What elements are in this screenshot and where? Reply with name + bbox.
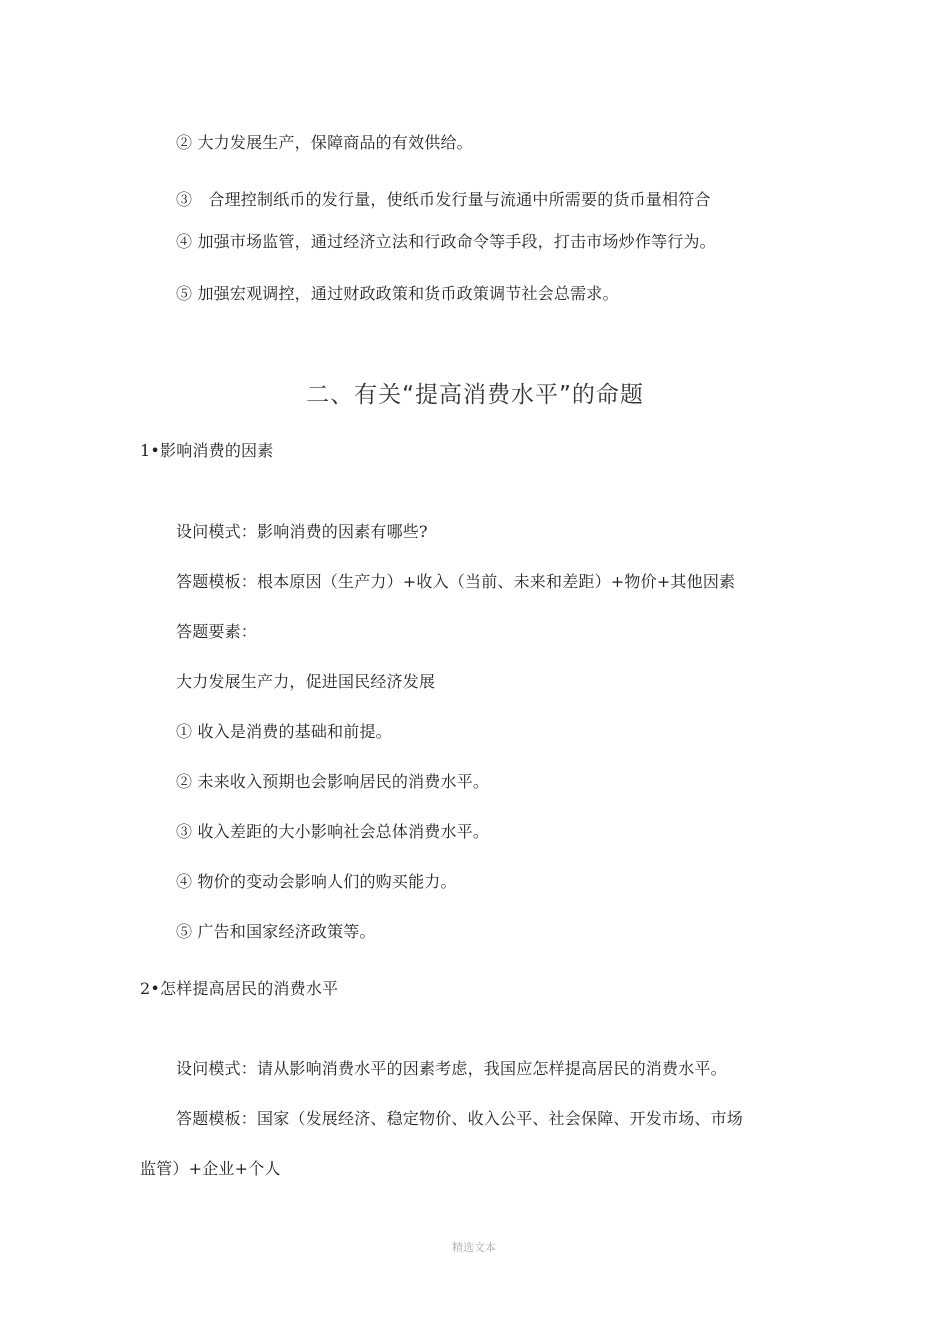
answer-template-continued: 监管）+企业+个人 xyxy=(140,1159,281,1178)
list-item: ③ 合理控制纸币的发行量，使纸币发行量与流通中所需要的货币量相符合 xyxy=(176,190,711,209)
question-mode: 设问模式：请从影响消费水平的因素考虑，我国应怎样提高居民的消费水平。 xyxy=(176,1059,727,1078)
list-item: ⑤ 加强宏观调控，通过财政政策和货币政策调节社会总需求。 xyxy=(176,284,619,303)
section-title: 二、有关“提高消费水平”的命题 xyxy=(306,382,644,408)
page-footer: 精选文本 xyxy=(452,1241,496,1254)
list-item: ④ 物价的变动会影响人们的购买能力。 xyxy=(176,872,457,891)
list-item: ② 大力发展生产，保障商品的有效供给。 xyxy=(176,133,473,152)
list-item: ② 未来收入预期也会影响居民的消费水平。 xyxy=(176,772,490,791)
subsection-title: 1•影响消费的因素 xyxy=(140,441,274,460)
question-mode: 设问模式：影响消费的因素有哪些? xyxy=(176,522,428,541)
answer-elements-label: 答题要素： xyxy=(176,622,258,641)
subsection-title: 2•怎样提高居民的消费水平 xyxy=(140,979,339,998)
list-item: ④ 加强市场监管，通过经济立法和行政命令等手段，打击市场炒作等行为。 xyxy=(176,232,716,251)
list-item: ① 收入是消费的基础和前提。 xyxy=(176,722,392,741)
lead-text: 大力发展生产力，促进国民经济发展 xyxy=(176,672,436,691)
list-item: ③ 收入差距的大小影响社会总体消费水平。 xyxy=(176,822,490,841)
answer-template: 答题模板：根本原因（生产力）+收入（当前、未来和差距）+物价+其他因素 xyxy=(176,572,736,591)
answer-template: 答题模板：国家（发展经济、稳定物价、收入公平、社会保障、开发市场、市场 xyxy=(176,1109,744,1128)
list-item: ⑤ 广告和国家经济政策等。 xyxy=(176,922,376,941)
